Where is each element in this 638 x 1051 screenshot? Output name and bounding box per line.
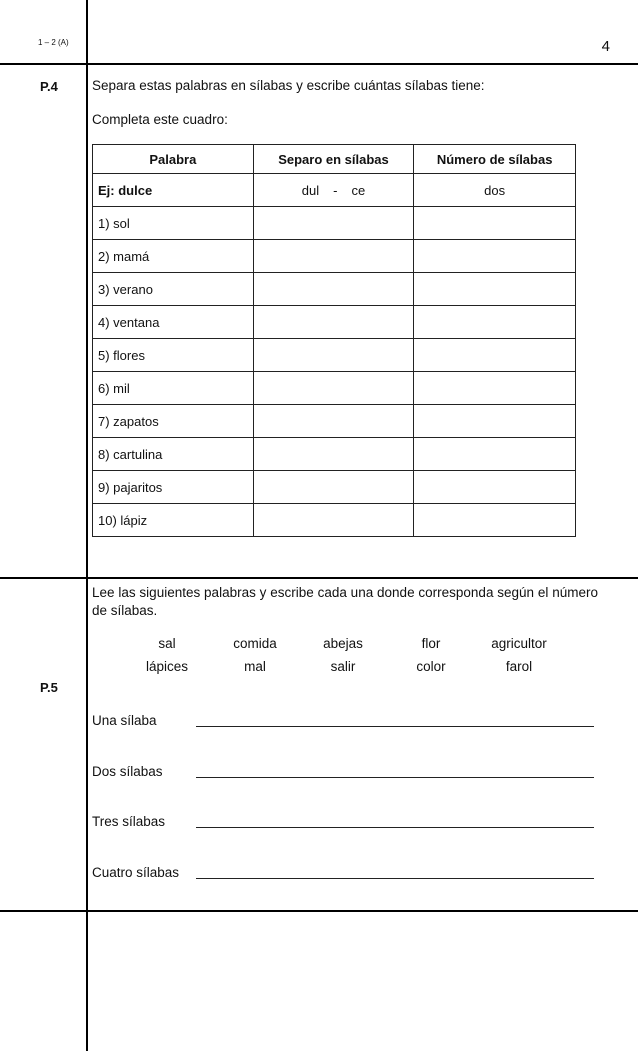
row-word: 3) verano [93,273,254,306]
page-number: 4 [601,38,610,55]
example-row [93,174,576,207]
word-item: mal [244,659,266,674]
word-item: color [416,659,446,674]
count-cell[interactable] [414,306,576,339]
word-bank-row-1 [123,636,563,651]
answer-line-four[interactable] [196,878,594,879]
example-syllables [253,174,414,207]
table-row [93,240,576,273]
row-word: 10) lápiz [93,504,254,537]
answer-label-three: Tres sílabas [92,814,166,829]
table-row [93,306,576,339]
syllable-table [92,144,576,537]
word-item: flor [421,636,441,651]
count-cell[interactable] [414,438,576,471]
syllables-cell[interactable] [253,372,414,405]
example-dash: - [333,182,338,198]
word-bank-row-2 [123,659,563,674]
answer-line-one[interactable] [196,726,594,727]
p5-instruction: Lee las siguientes palabras y escribe cada una donde corresponda según el número de sílabas. [92,585,598,618]
header-palabra: Palabra [93,145,254,174]
table-row [93,405,576,438]
table-row [93,273,576,306]
count-cell[interactable] [414,339,576,372]
section-divider-p5 [0,577,638,579]
syllables-cell[interactable] [253,471,414,504]
question-label-p5: P.5 [40,680,58,695]
example-syllable-a: dul [301,182,320,198]
example-syllable-b: ce [351,182,366,198]
word-item: abejas [323,636,363,651]
example-word: Ej: dulce [93,174,254,207]
margin-vertical-line [86,0,88,1051]
count-cell[interactable] [414,273,576,306]
header-numero: Número de sílabas [414,145,576,174]
answer-label-two: Dos sílabas [92,764,163,779]
count-cell[interactable] [414,207,576,240]
row-word: 7) zapatos [93,405,254,438]
row-word: 9) pajaritos [93,471,254,504]
syllables-cell[interactable] [253,273,414,306]
syllables-cell[interactable] [253,240,414,273]
row-word: 8) cartulina [93,438,254,471]
row-word: 1) sol [93,207,254,240]
answer-label-four: Cuatro sílabas [92,865,180,880]
table-header-row [93,145,576,174]
word-item: farol [505,659,533,674]
word-item: comida [233,636,277,651]
syllables-cell[interactable] [253,339,414,372]
example-count: dos [414,174,576,207]
answer-label-one: Una sílaba [92,713,157,728]
syllables-cell[interactable] [253,504,414,537]
row-word: 6) mil [93,372,254,405]
count-cell[interactable] [414,504,576,537]
table-row [93,504,576,537]
count-cell[interactable] [414,471,576,504]
header-separo: Separo en sílabas [253,145,414,174]
p4-sub-instruction: Completa este cuadro: [92,112,228,127]
count-cell[interactable] [414,405,576,438]
question-label-p4: P.4 [40,79,58,94]
word-item: agricultor [491,636,547,651]
p4-instruction: Separa estas palabras en sílabas y escribe cuántas sílabas tiene: [92,78,485,93]
answer-line-three[interactable] [196,827,594,828]
word-item: salir [330,659,356,674]
section-divider-end [0,910,638,912]
syllables-cell[interactable] [253,207,414,240]
table-row [93,372,576,405]
table-row [93,438,576,471]
row-word: 2) mamá [93,240,254,273]
syllables-cell[interactable] [253,438,414,471]
header-divider [0,63,638,65]
syllables-cell[interactable] [253,306,414,339]
table-row [93,339,576,372]
answer-line-two[interactable] [196,777,594,778]
word-item: sal [158,636,176,651]
row-word: 4) ventana [93,306,254,339]
row-word: 5) flores [93,339,254,372]
count-cell[interactable] [414,240,576,273]
syllables-cell[interactable] [253,405,414,438]
table-row [93,471,576,504]
worksheet-code: 1 – 2 (A) [38,38,69,47]
table-row [93,207,576,240]
count-cell[interactable] [414,372,576,405]
word-item: lápices [145,659,189,674]
